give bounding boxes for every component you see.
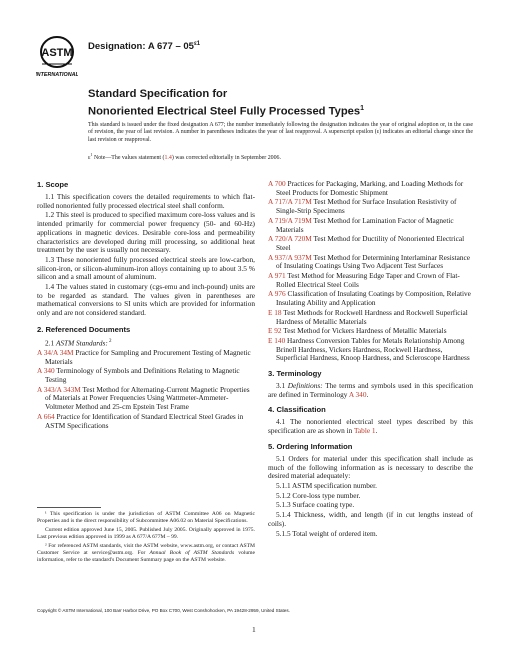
- astm-logo-icon: [36, 34, 78, 80]
- para-1-3: 1.3 These nonoriented fully processed electrical steels are low-carbon, silicon-iron, or silicon-aluminum-iron alloys containing up to about 3.5 % silicon and a small amount of aluminum.: [37, 254, 255, 282]
- list-item: A 720/A 720M Test Method for Ductility of Nonoriented Electrical Steel: [268, 234, 465, 252]
- ref-link[interactable]: A 976: [268, 289, 286, 299]
- list-item: A 971 Test Method for Measuring Edge Taper and Crown of Flat-Rolled Electrical Steel Coils: [268, 271, 460, 289]
- editorial-link[interactable]: 1.4: [164, 154, 172, 161]
- editorial-note: $\varepsilon^1$ Note—The values statement (1.4) was corrected editorially in September 2006.: [88, 152, 281, 161]
- ref-link[interactable]: A 719/A 719M: [268, 215, 312, 225]
- refs-heading: 2. Referenced Documents: [37, 324, 131, 334]
- ref-link[interactable]: A 700: [268, 179, 286, 188]
- designation: [88, 41, 200, 52]
- terminology-heading: 3. Terminology: [268, 369, 322, 379]
- ref-link[interactable]: A 717/A 717M: [268, 197, 312, 207]
- ref-link[interactable]: E 92: [268, 326, 282, 336]
- list-item: A 717/A 717M Test Method for Surface Insulation Resistivity of Single-Strip Specimens: [268, 197, 457, 216]
- para-1-4: 1.4 The values stated in customary (cgs-emu and inch-pound) units are to be regarded as standard. The values given in parentheses are mathematical conversions to SI units which are provided for information only and are not considered standard.: [37, 282, 255, 318]
- intro-note: This standard is issued under the fixed designation A 677; the number immediately following the designation indicates the year of original adoption or, in the case of revision, the year of last revision. A number in parentheses indicates the year of last reapproval. A superscript epsilon (ε) indicates an editorial change since the last revision or reapproval.: [88, 122, 473, 143]
- list-item: A 664 Practice for Identification of Standard Electrical Steel Grades in ASTM Specifications: [37, 411, 244, 430]
- para-5-1-4: 5.1.4 Thickness, width, and length (if in cut lengths instead of coils).: [268, 510, 473, 528]
- terminology-link[interactable]: A 340: [348, 389, 367, 399]
- logo-sublabel: INTERNATIONAL: [36, 72, 78, 78]
- list-item: A 700 Practices for Packaging, Marking, and Loading Methods for Steel Products for Domestic Shipment: [268, 179, 464, 197]
- para-5-1-1: 5.1.1 ASTM specification number.: [276, 480, 377, 490]
- list-item: A 976 Classification of Insulating Coatings by Composition, Relative Insulating Ability and Application: [268, 289, 471, 308]
- logo-label: ASTM: [41, 47, 73, 59]
- ref-link[interactable]: E 140: [268, 335, 286, 345]
- list-item: A 343/A 343M Test Method for Alternating-Current Magnetic Properties of Materials at Power Frequencies Using Wattmeter-Ammeter-Voltmeter Method and 25-cm Epstein Test Frame: [37, 384, 250, 412]
- list-item: A 937/A 937M Test Method for Determining Interlaminar Resistance of Insulating Coatings Using Two Adjacent Test Surfaces: [268, 252, 471, 271]
- para-3-1: 3.1 Definitions: The terms and symbols used in this specification are defined in Terminology A 340.: [268, 381, 473, 399]
- ref-link[interactable]: A 971: [268, 271, 286, 281]
- list-item: E 92 Test Method for Vickers Hardness of Metallic Materials: [268, 326, 447, 336]
- list-item: E 18 Test Methods for Rockwell Hardness and Rockwell Superficial Hardness of Metallic Materials: [268, 307, 468, 326]
- para-5-1: 5.1 Orders for material under this specification shall include as much of the following information as is necessary to describe the desired material adequately:: [268, 453, 473, 481]
- ref-link[interactable]: A 664: [37, 411, 55, 421]
- para-5-1-5: 5.1.5 Total weight of ordered item.: [276, 528, 378, 538]
- list-item: E 140 Hardness Conversion Tables for Metals Relationship Among Brinell Hardness, Vickers Hardness, Rockwell Hardness, Superficial Hardness, Knoop Hardness, and Scleroscope Hardness: [268, 335, 470, 363]
- title-line2: Nonoriented Electrical Steel Fully Processed Types: [88, 105, 361, 118]
- page-number: 1: [252, 625, 256, 634]
- para-1-2: 1.2 This steel is produced to specified maximum core-loss values and is intended primarily for commercial power frequency (50- and 60-Hz) applications in magnetic devices. Desirable core-loss and permeability characteristics are developed during mill processing, so additional heat treatment by the user is usually not necessary.: [37, 210, 255, 255]
- scope-heading: 1. Scope: [37, 180, 69, 189]
- ref-link[interactable]: E 18: [268, 307, 282, 317]
- designation-text: Designation: A 677 – 05: [88, 41, 194, 53]
- left-column: [37, 180, 255, 430]
- astm-logo: [36, 34, 78, 80]
- ref-link[interactable]: A 34/A 34M: [37, 347, 74, 357]
- footnote-2: ² For referenced ASTM standards, visit the ASTM website, www.astm.org, or contact ASTM Customer Service at service@astm.org. For Annual Book of ASTM Standards volume information, refer to the standard's Document Summary page on the ASTM website.: [37, 543, 255, 563]
- footnotes: [37, 511, 255, 564]
- para-5-1-3: 5.1.3 Surface coating type.: [276, 500, 355, 510]
- ref-link[interactable]: A 937/A 937M: [268, 252, 312, 262]
- para-5-1-2: 5.1.2 Core-loss type number.: [276, 490, 361, 500]
- right-column: [268, 179, 473, 538]
- copyright-footer: Copyright © ASTM International, 100 Barr Harbor Drive, PO Box C700, West Conshohocken, PA 19428-2959, United States.: [37, 608, 290, 613]
- table-link[interactable]: Table 1: [353, 426, 376, 436]
- para-4-1: 4.1 The nonoriented electrical steel types described by this specification are as shown in Table 1.: [268, 417, 473, 436]
- ref-link[interactable]: A 343/A 343M: [37, 384, 81, 394]
- ref-link[interactable]: A 340: [37, 366, 55, 376]
- designation-sup: ε1: [193, 41, 201, 47]
- title-line1: Standard Specification for: [88, 88, 228, 100]
- page-title: [88, 88, 364, 119]
- ref-link[interactable]: A 720/A 720M: [268, 234, 312, 244]
- list-item: A 340 Terminology of Symbols and Definitions Relating to Magnetic Testing: [37, 366, 240, 385]
- footnote-divider: [37, 507, 101, 508]
- astm-standards-label: 2.1 ASTM Standards: $^2$: [45, 338, 112, 348]
- list-item: A 719/A 719M Test Method for Lamination Factor of Magnetic Materials: [268, 215, 454, 234]
- title-sup: 1: [360, 104, 365, 112]
- list-item: A 34/A 34M Practice for Sampling and Procurement Testing of Magnetic Materials: [37, 347, 251, 366]
- footnote-1b: Current edition approved June 15, 2005. Published July 2005. Originally approved in 1975. Last previous edition approved in 1999 as A 677/A 677M – 99.: [37, 527, 255, 540]
- classification-heading: 4. Classification: [268, 405, 326, 415]
- ordering-heading: 5. Ordering Information: [268, 441, 353, 451]
- footnote-1: ¹ This specification is under the jurisdiction of ASTM Committee A06 on Magnetic Properties and is the direct responsibility of Subcommittee A06.02 on Material Specifications.: [37, 511, 255, 524]
- para-1-1: 1.1 This specification covers the detailed requirements to which flat-rolled nonoriented fully processed electrical steel shall conform.: [37, 192, 255, 210]
